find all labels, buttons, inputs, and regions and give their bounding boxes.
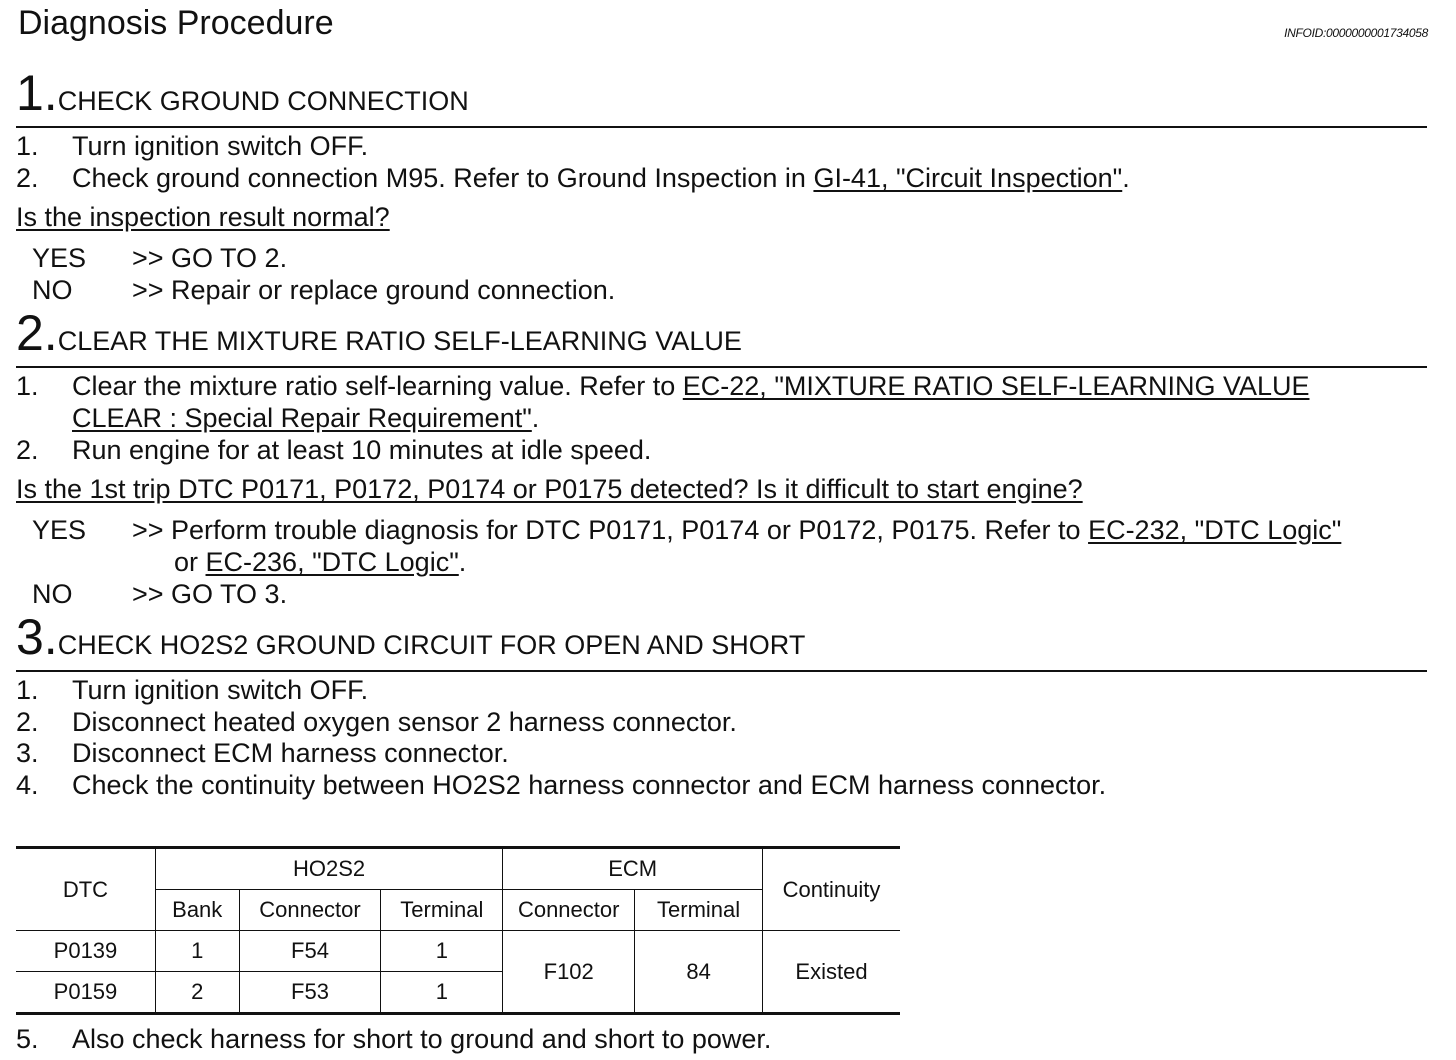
yes-answer-continued: or EC-236, "DTC Logic".: [174, 547, 467, 577]
yes-answer: >> Perform trouble diagnosis for DTC P0171, P0174 or P0172, P0175. Refer to EC-232, "DTC Logic": [132, 515, 1342, 545]
header-continuity: Continuity: [763, 848, 900, 931]
cell-dtc: P0159: [16, 972, 155, 1014]
no-label: NO: [32, 579, 73, 609]
header-ecm-terminal: Terminal: [635, 890, 763, 931]
table-row: [16, 931, 900, 972]
info-id: INFOID:0000000001734058: [1284, 26, 1428, 40]
inspection-question: Is the 1st trip DTC P0171, P0172, P0174 or P0175 detected? Is it difficult to start engine?: [16, 474, 1083, 504]
yes-label: YES: [32, 515, 87, 545]
link-ec-22-cont[interactable]: CLEAR : Special Repair Requirement": [72, 403, 532, 433]
link-ec-232[interactable]: EC-232, "DTC Logic": [1088, 515, 1342, 545]
page-title: Diagnosis Procedure: [18, 4, 334, 42]
no-answer: >> GO TO 3.: [132, 579, 288, 609]
header-dtc: DTC: [16, 848, 155, 931]
yes-answer: >> GO TO 2.: [132, 243, 288, 273]
step-2-title: CLEAR THE MIXTURE RATIO SELF-LEARNING VALUE: [57, 326, 742, 356]
header-ho2s2: HO2S2: [155, 848, 502, 890]
header-bank: Bank: [155, 890, 239, 931]
no-answer: >> Repair or replace ground connection.: [132, 275, 616, 305]
step-2-heading: [16, 305, 742, 361]
cell-dtc: P0139: [16, 931, 155, 972]
divider: [16, 126, 1427, 128]
link-gi-41[interactable]: GI-41, "Circuit Inspection": [813, 163, 1123, 193]
step-1-number: 1.: [16, 65, 58, 121]
header-ecm: ECM: [503, 848, 763, 890]
cell-terminal: 1: [381, 931, 503, 972]
cell-ecm-connector: F102: [503, 931, 635, 1014]
link-ec-236[interactable]: EC-236, "DTC Logic": [205, 547, 459, 577]
yes-label: YES: [32, 243, 87, 273]
no-label: NO: [32, 275, 73, 305]
continuity-table: [16, 846, 900, 1015]
header-ecm-connector: Connector: [503, 890, 635, 931]
step-3-heading: [16, 609, 806, 665]
cell-continuity: Existed: [763, 931, 900, 1014]
divider: [16, 670, 1427, 672]
step-1-heading: [16, 65, 469, 121]
step-3-number: 3.: [16, 609, 58, 665]
header-terminal: Terminal: [381, 890, 503, 931]
step-3-title: CHECK HO2S2 GROUND CIRCUIT FOR OPEN AND SHORT: [57, 630, 806, 660]
cell-connector: F53: [239, 972, 381, 1014]
inspection-question: Is the inspection result normal?: [16, 202, 390, 232]
cell-connector: F54: [239, 931, 381, 972]
cell-terminal: 1: [381, 972, 503, 1014]
cell-bank: 2: [155, 972, 239, 1014]
header-connector: Connector: [239, 890, 381, 931]
step-2-number: 2.: [16, 305, 58, 361]
step-1-title: CHECK GROUND CONNECTION: [57, 86, 469, 116]
cell-ecm-terminal: 84: [635, 931, 763, 1014]
link-ec-22[interactable]: EC-22, "MIXTURE RATIO SELF-LEARNING VALUE: [682, 371, 1310, 401]
divider: [16, 366, 1427, 368]
cell-bank: 1: [155, 931, 239, 972]
